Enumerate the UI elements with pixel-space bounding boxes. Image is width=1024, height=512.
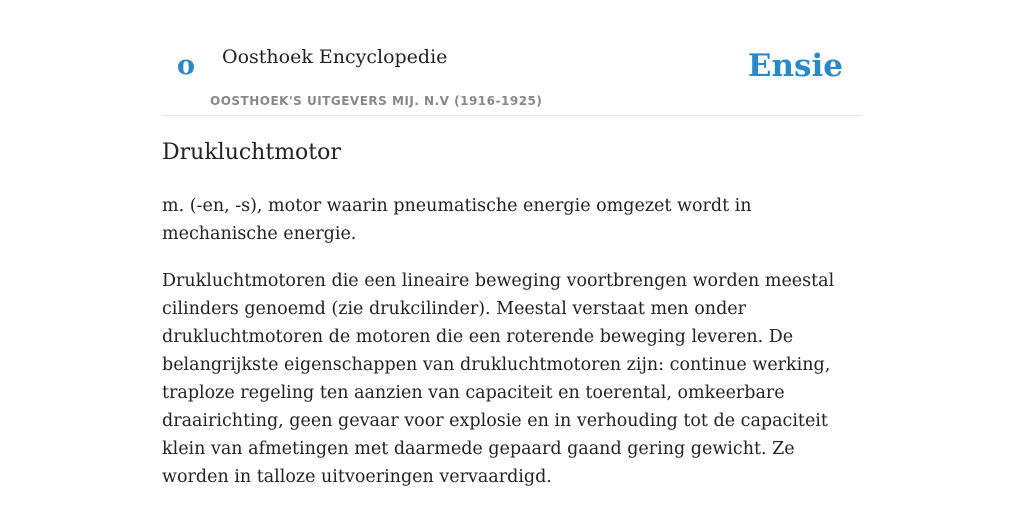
- entry-description: Drukluchtmotoren die een lineaire beweging voortbrengen worden meestal cilinders genoemd (zie drukcilinder). Meestal verstaat men onder drukluchtmotoren de motoren die een roterende beweging leveren. De belangrijkste eigenschappen van drukluchtmotoren zijn: continue werking, traploze regeling ten aanzien van capaciteit en toerental, omkeerbare draairichting, geen gevaar voor explosie en in verhouding tot de capaciteit klein van afmetingen met daarmede gepaard gaand gering gewicht. Ze worden in talloze uitvoeringen vervaardigd.: [162, 271, 835, 487]
- source-title-link[interactable]: Oosthoek Encyclopedie: [222, 46, 448, 68]
- source-logo-icon[interactable]: o: [177, 50, 196, 81]
- entry-body: [162, 192, 862, 510]
- entry-definition: m. (-en, -s), motor waarin pneumatische energie omgezet wordt in mechanische energie.: [162, 196, 752, 244]
- source-header: [162, 0, 862, 116]
- source-publisher: OOSTHOEK'S UITGEVERS MIJ. N.V (1916-1925): [210, 94, 543, 108]
- page: [162, 0, 862, 487]
- ensie-logo-link[interactable]: Ensie: [747, 48, 843, 84]
- page-title: Drukluchtmotor: [162, 140, 341, 165]
